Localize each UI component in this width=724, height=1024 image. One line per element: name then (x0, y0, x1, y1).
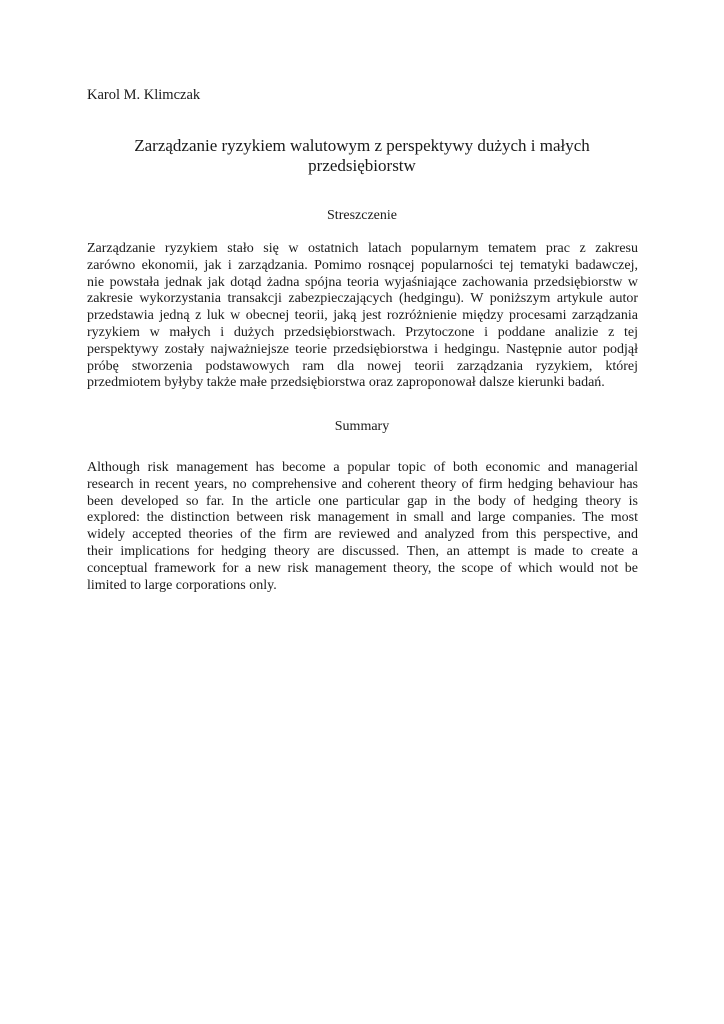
abstract-line: przedmiotem byłyby także małe przedsiębiorstwa oraz zaproponował dalsze kierunki badań. (87, 375, 605, 391)
paper-title-line: Zarządzanie ryzykiem walutowym z perspektywy dużych i małych (134, 136, 590, 155)
streszczenie-abstract (87, 241, 638, 392)
author-name: Karol M. Klimczak (87, 87, 201, 103)
summary-line: explored: the distinction between risk management in small and large companies. The most (87, 510, 638, 526)
abstract-line: nie powstała jednak jak dotąd żadna spójna teoria wyjaśniające zachowania przedsiębiorstw w (87, 274, 638, 290)
abstract-line: perspektywy zostały najważniejsze teorie przedsiębiorstwa i hedgingu. Następnie autor podjął (87, 341, 638, 357)
summary-line: their implications for hedging theory are discussed. Then, an attempt is made to create a (87, 543, 638, 559)
summary-line: Although risk management has become a popular topic of both economic and managerial (87, 460, 638, 475)
summary-line: been developed so far. In the article one particular gap in the body of hedging theory is (87, 493, 638, 509)
abstract-line: zakresie wykorzystania transakcji zabezpieczających (hedgingu). W poniższym artykule autor (87, 291, 638, 307)
abstract-line: zarówno ekonomii, jak i zarządzania. Pomimo rosnącej popularności tej tematyki badawczej, (87, 257, 638, 273)
summary-line: research in recent years, no comprehensive and coherent theory of firm hedging behaviour has (87, 476, 638, 492)
summary-heading: Summary (334, 419, 390, 434)
abstract-line: ryzykiem w małych i dużych przedsiębiorstwach. Przytoczone i poddane analizie z tej (87, 324, 638, 340)
summary-line: widely accepted theories of the firm are reviewed and analyzed from this perspective, and (87, 527, 638, 543)
abstract-line: Zarządzanie ryzykiem stało się w ostatnich latach popularnym tematem prac z zakresu (87, 241, 638, 256)
abstract-line: przedstawia jedną z luk w obecnej teorii, jaką jest rozróżnienie między procesami zarządzania (87, 308, 638, 324)
summary-abstract (87, 460, 638, 594)
summary-line: conceptual framework for a new risk management theory, the scope of which would not be (87, 560, 638, 576)
paper-title (87, 136, 637, 176)
abstract-line: próbę stworzenia podstawowych ram dla nowej teorii zarządzania ryzykiem, której (87, 358, 638, 374)
paper-title-line: przedsiębiorstw (308, 156, 416, 175)
summary-line: limited to large corporations only. (87, 577, 277, 593)
streszczenie-heading: Streszczenie (327, 208, 397, 223)
